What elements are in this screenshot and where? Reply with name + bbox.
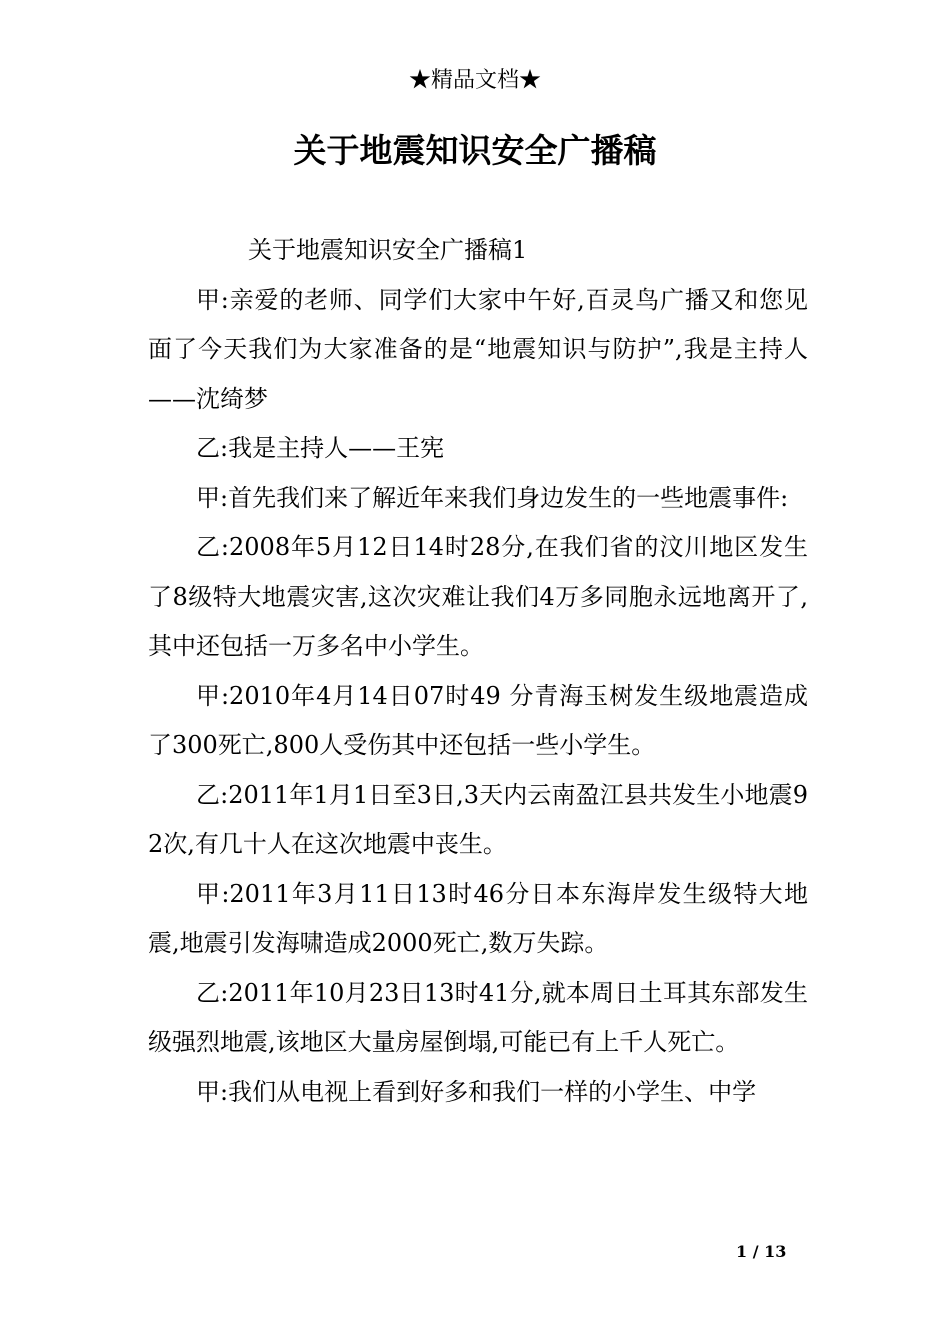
- paragraph: 乙:2008年5月12日14时28分,在我们省的汶川地区发生了8级特大地震灾害,这次灾难让我们4万多同胞永远地离开了,其中还包括一万多名中小学生。: [148, 533, 808, 660]
- paragraph: 甲:2011年3月11日13时46分日本东海岸发生级特大地震,地震引发海啸造成2000死亡,数万失踪。: [148, 879, 808, 957]
- paragraph: 乙:我是主持人——王宪: [196, 434, 445, 462]
- document-title: 关于地震知识安全广播稿: [293, 131, 657, 170]
- page-number: 1 / 13: [736, 1242, 787, 1261]
- paragraph: 甲:2010年4月14日07时49 分青海玉树发生级地震造成了300死亡,800人受伤其中还包括一些小学生。: [148, 681, 808, 759]
- paragraph: 甲:我们从电视上看到好多和我们一样的小学生、中学: [196, 1077, 757, 1106]
- paragraph: 甲:首先我们来了解近年来我们身边发生的一些地震事件:: [196, 483, 789, 512]
- paragraph: 乙:2011年10月23日13时41分,就本周日土耳其东部发生级强烈地震,该地区大量房屋倒塌,可能已有上千人死亡。: [148, 978, 808, 1056]
- document-body: [148, 226, 808, 1117]
- document-header: ★精品文档★: [408, 68, 541, 93]
- paragraph-subtitle: 关于地震知识安全广播稿1: [248, 236, 528, 264]
- paragraph: 甲:亲爱的老师、同学们大家中午好,百灵鸟广播又和您见面了今天我们为大家准备的是“地震知识与防护”,我是主持人——沈绮梦: [148, 285, 808, 413]
- paragraph: 乙:2011年1月1日至3日,3天内云南盈江县共发生小地震92次,有几十人在这次地震中丧生。: [148, 780, 808, 858]
